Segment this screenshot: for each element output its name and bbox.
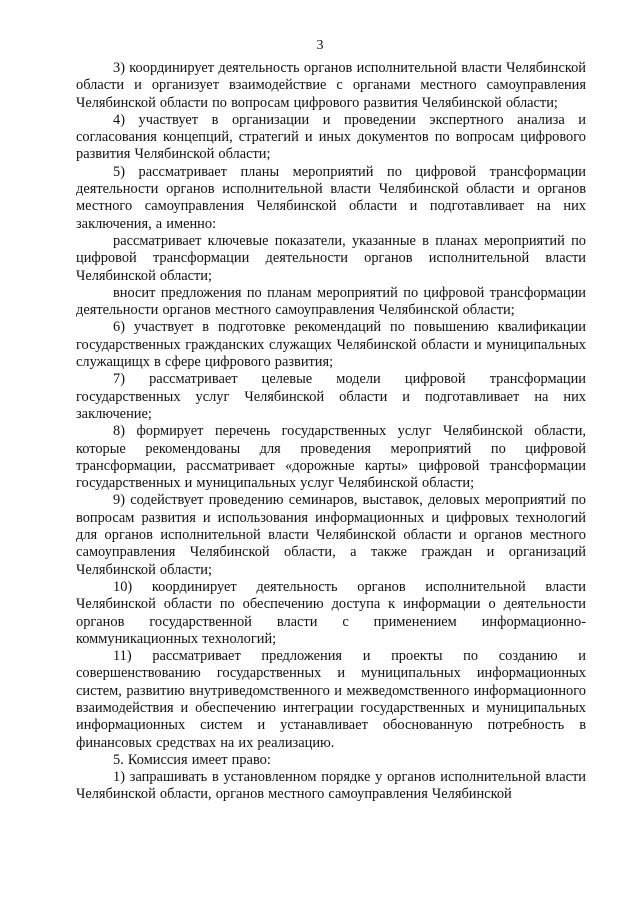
paragraph-item-10: 10) координирует деятельность органов исполнительной власти Челябинской области по обеспечению доступа к информации о деятельности органов государственной власти с применением информационно-коммуникационных технологий;: [76, 578, 586, 647]
document-body: [76, 60, 586, 804]
paragraph-item-11: 11) рассматривает предложения и проекты по созданию и совершенствованию государственных и муниципальных информационных систем, развитию внутриведомственного и межведомственного информационного взаимодействия и обеспечению интеграции государственных и муниципальных информационных систем и устанавливает обоснованную потребность в финансовых средствах на их реализацию.: [76, 648, 586, 751]
paragraph-item-6: 6) участвует в подготовке рекомендаций по повышению квалификации государственных гражданских служащих Челябинской области и муниципальных служащищх в сфере цифрового развития;: [76, 319, 586, 371]
paragraph-item-5: 5) рассматривает планы мероприятий по цифровой трансформации деятельности органов исполнительной власти Челябинской области и органов местного самоуправления Челябинской области и подготавливает на них заключения, а именно:: [76, 163, 586, 232]
paragraph-subitem-proposals: вносит предложения по планам мероприятий по цифровой трансформации деятельности органов местного самоуправления Челябинской области;: [76, 284, 586, 319]
paragraph-item-9: 9) содействует проведению семинаров, выставок, деловых мероприятий по вопросам развития и использования информационных и цифровых технологий для органов исполнительной власти Челябинской области и органов местного самоуправления Челябинской области, а также граждан и организаций Челябинской области;: [76, 492, 586, 578]
paragraph-item-8: 8) формирует перечень государственных услуг Челябинской области, которые рекомендованы для проведения мероприятий по цифровой трансформации, рассматривает «дорожные карты» цифровой трансформации государственных и муниципальных услуг Челябинской области;: [76, 423, 586, 492]
paragraph-item-3: 3) координирует деятельность органов исполнительной власти Челябинской области и организует взаимодействие с органами местного самоуправления Челябинской области по вопросам цифрового развития Челябинской области;: [76, 60, 586, 111]
paragraph-right-1: 1) запрашивать в установленном порядке у органов исполнительной власти Челябинской области, органов местного самоуправления Челябинской: [76, 769, 586, 803]
page-number: 3: [316, 38, 324, 53]
paragraph-subitem-key-indicators: рассматривает ключевые показатели, указанные в планах мероприятий по цифровой трансформации деятельности органов исполнительной власти Челябинской области;: [76, 232, 586, 284]
paragraph-item-7: 7) рассматривает целевые модели цифровой трансформации государственных услуг Челябинской области и подготавливает на них заключение;: [76, 371, 586, 422]
section-5-heading: 5. Комиссия имеет право:: [113, 751, 271, 768]
paragraph-item-4: 4) участвует в организации и проведении экспертного анализа и согласования концепций, стратегий и иных документов по вопросам цифрового развития Челябинской области;: [76, 111, 586, 163]
